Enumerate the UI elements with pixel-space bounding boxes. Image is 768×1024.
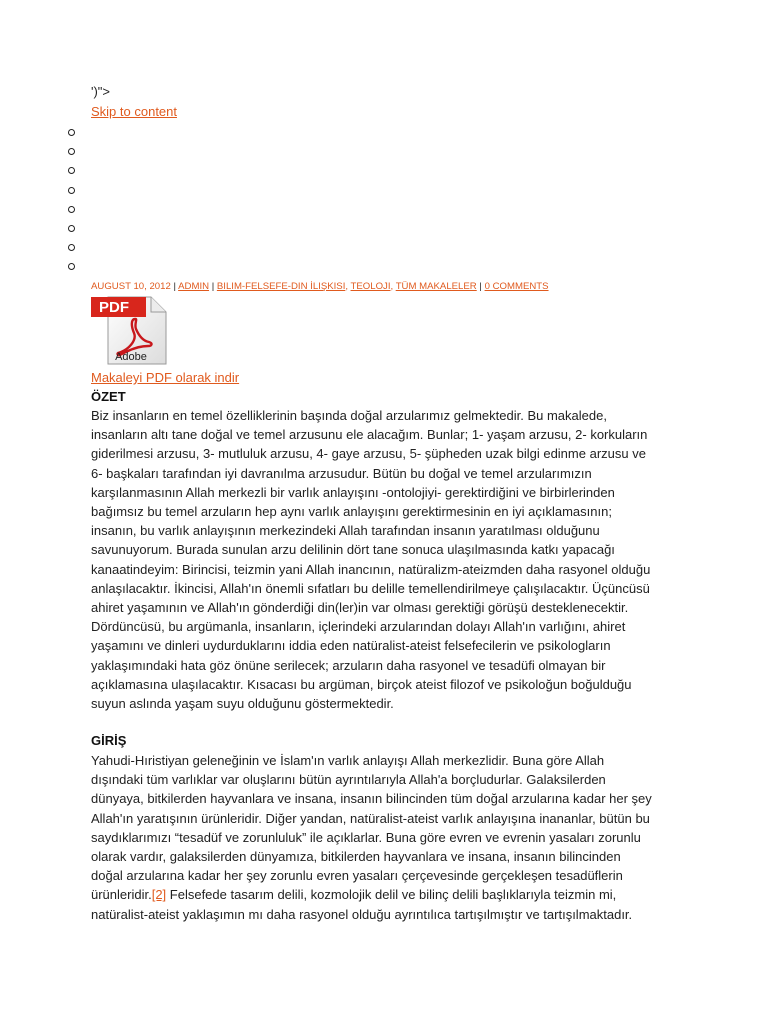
paragraph-line: açıklamasına ulaşılacaktır. Kısacası bu argüman, birçok ateist filozof ve psikoloğun boğulduğu [91,676,632,692]
paragraph-line: dünyaya, bitkilerden hayvanlara ve insana, insanın bilincinden tüm doğal arzularına kadar her şey [91,791,652,807]
paragraph-line: ahiret yaşamının ve Allah'ın gönderdiği din(ler)in var olması gerektiği görüşü desteklenecektir. [91,600,629,616]
author-link[interactable]: ADMIN [178,281,210,292]
pdf-label: PDF [99,299,129,316]
paragraph-line: Yahudi-Hıristiyan geleneğinin ve İslam'ın varlık anlayışı Allah merkezlidir. Buna göre Allah [91,753,605,768]
category-comma: , [390,281,396,292]
paragraph-line: insanın, bu varlık anlayışının merkezindeki Allah tarafından insanın yaratılması olduğunu [91,523,600,539]
paragraph-line: saydıklarımızı “tesadüf ve zorunluluk” ile açıklarlar. Buna göre evren ve evrenin yasaları zorunlu [91,829,641,845]
paragraph-line: savunuyorum. Burada sunulan arzu delilinin dört tane sonuca ulaşılmasında katkı yapacağı [91,542,615,558]
paragraph-line: anlaşılacaktır. İkincisi, Allah'ın önemli sıfatları bu delille temellendirilmeye çalışılacaktır. Üçüncüsü [91,580,650,596]
paragraph-line: 6- başkaları tarafından iyi davranılma arzusudur. Bütün bu doğal ve temel arzularımızın [91,465,592,481]
meta-separator: | [170,281,179,292]
skip-to-content-link[interactable]: Skip to content [91,104,177,119]
paragraph-line: olarak vardır, galaksilerden dünyamıza, bitkilerden hayvanlara ve insana, insanın bilincinden [91,849,621,865]
download-pdf-link[interactable]: Makaleyi PDF olarak indir [91,370,240,385]
stray-markup-text: ')"> [91,84,111,99]
category-link-bilim[interactable]: BILIM-FELSEFE-DIN İLIŞKISI [216,281,346,292]
paragraph-line: Allah'ın yaratışının ürünleridir. Diğer yandan, natüralist-ateist varlık anlayışına inananlar, bütün bu [91,810,650,826]
paragraph-line: Biz insanların en temel özelliklerinin başında doğal arzularımız gelmektedir. Bu makalede, [91,408,607,423]
paragraph-line: giderilmesi arzusu, 3- mutluluk arzusu, 4- gaye arzusu, 5- şüpheden uzak bilgi edinme arzusu ve [91,446,646,462]
post-date: AUGUST 10, 2012 [91,281,171,292]
paragraph-line: doğal arzularına kadar her şey zorunlu evren yasaları çerçevesinde gerçekleşen tesadüflerin [91,868,623,884]
paragraph-line: suyun aslında yaşam suyu olduğunu göstermektedir. [91,696,394,712]
intro-heading: GİRİŞ [91,733,127,748]
adobe-brand-text: Adobe [115,351,147,363]
meta-separator: | [476,281,485,292]
comments-link[interactable]: 0 COMMENTS [484,281,549,292]
paragraph-line: yaklaşımındaki hata göz önüne serilecek; arzuların daha rasyonel ve tesadüfi olmayan bir [91,657,606,673]
post-meta [91,281,549,292]
meta-separator: | [209,281,217,292]
paragraph-line: kanaatindeyim: Birincisi, teizmin yani Allah inancının, natüralizm-ateizmden daha rasyonel olduğu [91,561,651,577]
category-comma: , [345,281,351,292]
intro-paragraph [91,751,691,924]
paragraph-line: insanların altı tane doğal ve temel arzusunu ele alacağım. Bunlar; 1- yaşam arzusu, 2- korkuların [91,427,648,443]
footnote-ref-link[interactable]: [2] [151,887,167,903]
category-link-teoloji[interactable]: TEOLOJI [350,281,391,292]
paragraph-line: karşılanmasının Allah merkezli bir varlık anlayışını -ontolojiyi- gerektirdiğini ve birbirlerinden [91,484,615,500]
paragraph-line: natüralist-ateist yaklaşımın mı daha rasyonel olduğu ayrıntılıca tartışılmıştır ve tartışılmaktadır. [91,906,633,922]
paragraph-line: yaşamını ve dinleri uydurduklarını iddia eden natüralist-ateist felsefecilerin ve psikologların [91,638,611,654]
paragraph-line: Dördüncüsü, bu argümanla, insanların, içlerindeki arzularından dolayı Allah'ın varlığını, ahiret [91,619,626,635]
paragraph-line [91,885,691,904]
line-text: Felsefede tasarım delili, kozmolojik delil ve bilinç delili başlıklarıyla teizmin mi, [166,887,617,903]
category-link-tum-makaleler[interactable]: TÜM MAKALELER [395,281,477,292]
paragraph-line: bağımsız bu temel arzuların hep aynı varlık anlayışını gerektirmesinin en iyi açıklamasının; [91,504,612,520]
summary-paragraph [91,406,691,713]
pdf-file-icon[interactable] [91,296,169,366]
paragraph-line: dışındaki tüm varlıklar var oluşlarını bütün ayrıntılarıyla Allah'a borçludurlar. Galaksilerden [91,772,606,788]
summary-heading: ÖZET [91,389,126,404]
line-text: ürünleridir. [91,887,152,903]
